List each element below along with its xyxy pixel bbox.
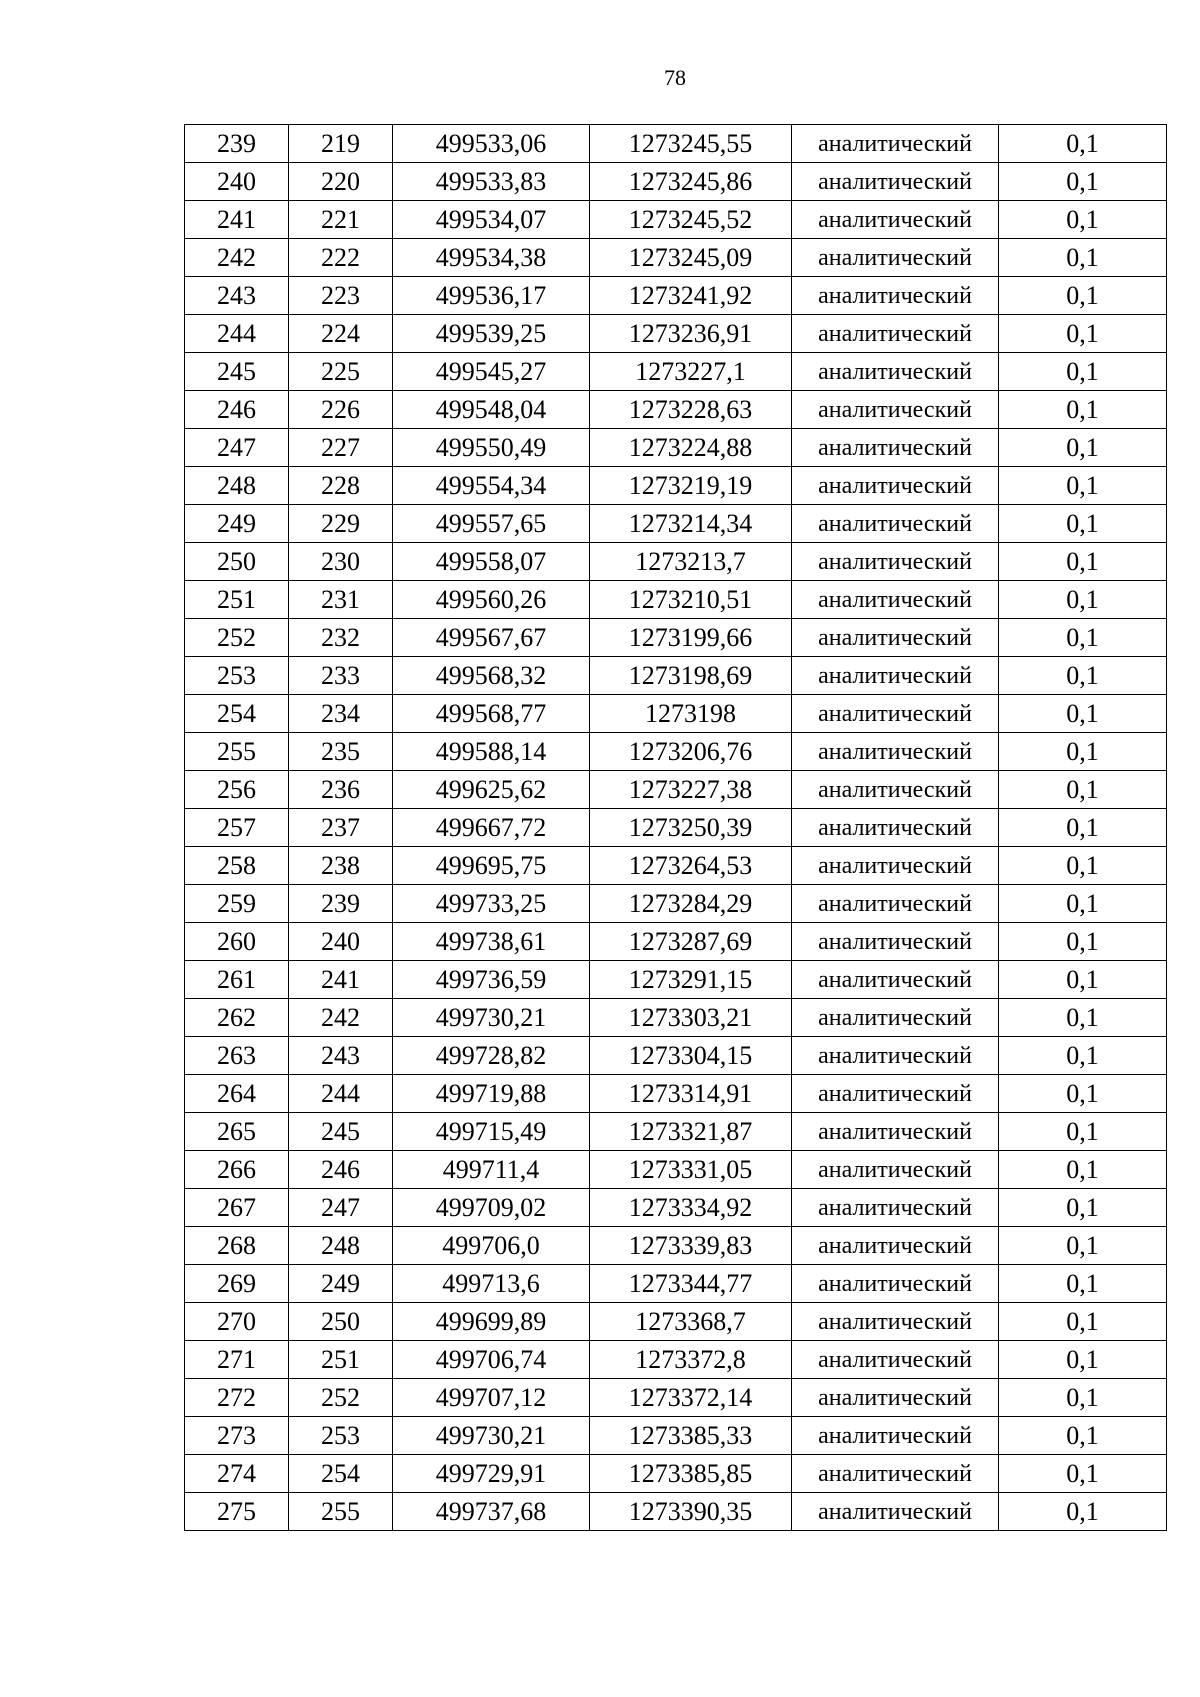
point-number-cell: 274 — [185, 1455, 289, 1493]
x-coordinate-cell: 499533,06 — [393, 125, 590, 163]
page-number: 78 — [664, 65, 686, 90]
method-cell: аналитический — [792, 1075, 999, 1113]
accuracy-cell: 0,1 — [999, 1417, 1167, 1455]
method-cell: аналитический — [792, 923, 999, 961]
method-cell: аналитический — [792, 885, 999, 923]
point-index-cell: 251 — [289, 1341, 393, 1379]
accuracy-cell: 0,1 — [999, 315, 1167, 353]
point-number-cell: 254 — [185, 695, 289, 733]
x-coordinate-cell: 499706,0 — [393, 1227, 590, 1265]
table-row — [185, 125, 1167, 163]
y-coordinate-cell: 1273314,91 — [590, 1075, 792, 1113]
method-cell: аналитический — [792, 619, 999, 657]
x-coordinate-cell: 499715,49 — [393, 1113, 590, 1151]
accuracy-cell: 0,1 — [999, 847, 1167, 885]
accuracy-cell: 0,1 — [999, 1113, 1167, 1151]
method-cell: аналитический — [792, 1417, 999, 1455]
y-coordinate-cell: 1273284,29 — [590, 885, 792, 923]
method-cell: аналитический — [792, 809, 999, 847]
point-number-cell: 263 — [185, 1037, 289, 1075]
point-number-cell: 247 — [185, 429, 289, 467]
coordinates-table-body — [185, 125, 1167, 1531]
point-index-cell: 233 — [289, 657, 393, 695]
point-index-cell: 222 — [289, 239, 393, 277]
accuracy-cell: 0,1 — [999, 1379, 1167, 1417]
x-coordinate-cell: 499568,77 — [393, 695, 590, 733]
x-coordinate-cell: 499558,07 — [393, 543, 590, 581]
point-number-cell: 246 — [185, 391, 289, 429]
accuracy-cell: 0,1 — [999, 1075, 1167, 1113]
table-row — [185, 771, 1167, 809]
point-index-cell: 220 — [289, 163, 393, 201]
point-number-cell: 241 — [185, 201, 289, 239]
accuracy-cell: 0,1 — [999, 239, 1167, 277]
y-coordinate-cell: 1273227,38 — [590, 771, 792, 809]
accuracy-cell: 0,1 — [999, 1341, 1167, 1379]
method-cell: аналитический — [792, 581, 999, 619]
y-coordinate-cell: 1273245,09 — [590, 239, 792, 277]
y-coordinate-cell: 1273303,21 — [590, 999, 792, 1037]
table-row — [185, 1455, 1167, 1493]
point-index-cell: 243 — [289, 1037, 393, 1075]
point-index-cell: 229 — [289, 505, 393, 543]
accuracy-cell: 0,1 — [999, 429, 1167, 467]
y-coordinate-cell: 1273372,8 — [590, 1341, 792, 1379]
y-coordinate-cell: 1273245,55 — [590, 125, 792, 163]
point-number-cell: 258 — [185, 847, 289, 885]
y-coordinate-cell: 1273304,15 — [590, 1037, 792, 1075]
point-index-cell: 219 — [289, 125, 393, 163]
table-row — [185, 315, 1167, 353]
point-index-cell: 253 — [289, 1417, 393, 1455]
x-coordinate-cell: 499567,67 — [393, 619, 590, 657]
y-coordinate-cell: 1273206,76 — [590, 733, 792, 771]
point-index-cell: 238 — [289, 847, 393, 885]
y-coordinate-cell: 1273224,88 — [590, 429, 792, 467]
y-coordinate-cell: 1273331,05 — [590, 1151, 792, 1189]
point-index-cell: 230 — [289, 543, 393, 581]
accuracy-cell: 0,1 — [999, 391, 1167, 429]
x-coordinate-cell: 499557,65 — [393, 505, 590, 543]
point-number-cell: 267 — [185, 1189, 289, 1227]
y-coordinate-cell: 1273291,15 — [590, 961, 792, 999]
method-cell: аналитический — [792, 771, 999, 809]
accuracy-cell: 0,1 — [999, 1151, 1167, 1189]
accuracy-cell: 0,1 — [999, 809, 1167, 847]
x-coordinate-cell: 499667,72 — [393, 809, 590, 847]
table-row — [185, 1151, 1167, 1189]
x-coordinate-cell: 499548,04 — [393, 391, 590, 429]
y-coordinate-cell: 1273372,14 — [590, 1379, 792, 1417]
point-number-cell: 257 — [185, 809, 289, 847]
method-cell: аналитический — [792, 125, 999, 163]
point-index-cell: 232 — [289, 619, 393, 657]
accuracy-cell: 0,1 — [999, 961, 1167, 999]
point-number-cell: 269 — [185, 1265, 289, 1303]
y-coordinate-cell: 1273390,35 — [590, 1493, 792, 1531]
point-index-cell: 248 — [289, 1227, 393, 1265]
method-cell: аналитический — [792, 429, 999, 467]
accuracy-cell: 0,1 — [999, 1303, 1167, 1341]
point-number-cell: 266 — [185, 1151, 289, 1189]
accuracy-cell: 0,1 — [999, 1493, 1167, 1531]
method-cell: аналитический — [792, 847, 999, 885]
method-cell: аналитический — [792, 1265, 999, 1303]
y-coordinate-cell: 1273287,69 — [590, 923, 792, 961]
x-coordinate-cell: 499588,14 — [393, 733, 590, 771]
table-row — [185, 391, 1167, 429]
accuracy-cell: 0,1 — [999, 695, 1167, 733]
accuracy-cell: 0,1 — [999, 1265, 1167, 1303]
accuracy-cell: 0,1 — [999, 923, 1167, 961]
method-cell: аналитический — [792, 239, 999, 277]
accuracy-cell: 0,1 — [999, 125, 1167, 163]
point-index-cell: 228 — [289, 467, 393, 505]
method-cell: аналитический — [792, 1493, 999, 1531]
point-index-cell: 231 — [289, 581, 393, 619]
x-coordinate-cell: 499736,59 — [393, 961, 590, 999]
x-coordinate-cell: 499539,25 — [393, 315, 590, 353]
table-row — [185, 163, 1167, 201]
x-coordinate-cell: 499737,68 — [393, 1493, 590, 1531]
method-cell: аналитический — [792, 1037, 999, 1075]
point-index-cell: 252 — [289, 1379, 393, 1417]
point-index-cell: 236 — [289, 771, 393, 809]
x-coordinate-cell: 499534,38 — [393, 239, 590, 277]
method-cell: аналитический — [792, 1303, 999, 1341]
method-cell: аналитический — [792, 505, 999, 543]
y-coordinate-cell: 1273245,86 — [590, 163, 792, 201]
point-index-cell: 227 — [289, 429, 393, 467]
y-coordinate-cell: 1273250,39 — [590, 809, 792, 847]
method-cell: аналитический — [792, 1455, 999, 1493]
point-number-cell: 260 — [185, 923, 289, 961]
accuracy-cell: 0,1 — [999, 771, 1167, 809]
point-number-cell: 259 — [185, 885, 289, 923]
y-coordinate-cell: 1273385,85 — [590, 1455, 792, 1493]
point-number-cell: 239 — [185, 125, 289, 163]
point-number-cell: 244 — [185, 315, 289, 353]
x-coordinate-cell: 499730,21 — [393, 999, 590, 1037]
accuracy-cell: 0,1 — [999, 619, 1167, 657]
point-number-cell: 255 — [185, 733, 289, 771]
y-coordinate-cell: 1273245,52 — [590, 201, 792, 239]
method-cell: аналитический — [792, 1113, 999, 1151]
x-coordinate-cell: 499560,26 — [393, 581, 590, 619]
table-row — [185, 847, 1167, 885]
x-coordinate-cell: 499554,34 — [393, 467, 590, 505]
accuracy-cell: 0,1 — [999, 657, 1167, 695]
point-index-cell: 237 — [289, 809, 393, 847]
accuracy-cell: 0,1 — [999, 1037, 1167, 1075]
x-coordinate-cell: 499536,17 — [393, 277, 590, 315]
table-row — [185, 1379, 1167, 1417]
y-coordinate-cell: 1273199,66 — [590, 619, 792, 657]
table-row — [185, 619, 1167, 657]
point-index-cell: 235 — [289, 733, 393, 771]
table-row — [185, 201, 1167, 239]
x-coordinate-cell: 499728,82 — [393, 1037, 590, 1075]
method-cell: аналитический — [792, 315, 999, 353]
method-cell: аналитический — [792, 163, 999, 201]
x-coordinate-cell: 499625,62 — [393, 771, 590, 809]
y-coordinate-cell: 1273198 — [590, 695, 792, 733]
point-number-cell: 240 — [185, 163, 289, 201]
point-number-cell: 268 — [185, 1227, 289, 1265]
point-index-cell: 255 — [289, 1493, 393, 1531]
method-cell: аналитический — [792, 999, 999, 1037]
x-coordinate-cell: 499550,49 — [393, 429, 590, 467]
table-row — [185, 505, 1167, 543]
table-row — [185, 1341, 1167, 1379]
table-row — [185, 657, 1167, 695]
y-coordinate-cell: 1273210,51 — [590, 581, 792, 619]
point-number-cell: 256 — [185, 771, 289, 809]
point-number-cell: 272 — [185, 1379, 289, 1417]
x-coordinate-cell: 499706,74 — [393, 1341, 590, 1379]
y-coordinate-cell: 1273228,63 — [590, 391, 792, 429]
accuracy-cell: 0,1 — [999, 201, 1167, 239]
method-cell: аналитический — [792, 1151, 999, 1189]
accuracy-cell: 0,1 — [999, 163, 1167, 201]
x-coordinate-cell: 499711,4 — [393, 1151, 590, 1189]
point-number-cell: 261 — [185, 961, 289, 999]
y-coordinate-cell: 1273344,77 — [590, 1265, 792, 1303]
point-index-cell: 250 — [289, 1303, 393, 1341]
method-cell: аналитический — [792, 277, 999, 315]
x-coordinate-cell: 499534,07 — [393, 201, 590, 239]
table-row — [185, 999, 1167, 1037]
table-row — [185, 1113, 1167, 1151]
method-cell: аналитический — [792, 1227, 999, 1265]
x-coordinate-cell: 499738,61 — [393, 923, 590, 961]
point-number-cell: 243 — [185, 277, 289, 315]
y-coordinate-cell: 1273385,33 — [590, 1417, 792, 1455]
y-coordinate-cell: 1273264,53 — [590, 847, 792, 885]
table-row — [185, 961, 1167, 999]
y-coordinate-cell: 1273213,7 — [590, 543, 792, 581]
point-index-cell: 246 — [289, 1151, 393, 1189]
point-number-cell: 245 — [185, 353, 289, 391]
coordinates-table — [184, 124, 1167, 1531]
point-index-cell: 234 — [289, 695, 393, 733]
x-coordinate-cell: 499568,32 — [393, 657, 590, 695]
accuracy-cell: 0,1 — [999, 467, 1167, 505]
accuracy-cell: 0,1 — [999, 1189, 1167, 1227]
y-coordinate-cell: 1273214,34 — [590, 505, 792, 543]
x-coordinate-cell: 499695,75 — [393, 847, 590, 885]
accuracy-cell: 0,1 — [999, 999, 1167, 1037]
method-cell: аналитический — [792, 961, 999, 999]
point-index-cell: 223 — [289, 277, 393, 315]
table-row — [185, 1303, 1167, 1341]
point-index-cell: 244 — [289, 1075, 393, 1113]
table-row — [185, 353, 1167, 391]
table-row — [185, 809, 1167, 847]
y-coordinate-cell: 1273236,91 — [590, 315, 792, 353]
point-index-cell: 254 — [289, 1455, 393, 1493]
y-coordinate-cell: 1273334,92 — [590, 1189, 792, 1227]
x-coordinate-cell: 499707,12 — [393, 1379, 590, 1417]
point-number-cell: 265 — [185, 1113, 289, 1151]
method-cell: аналитический — [792, 543, 999, 581]
point-index-cell: 221 — [289, 201, 393, 239]
table-row — [185, 1493, 1167, 1531]
x-coordinate-cell: 499713,6 — [393, 1265, 590, 1303]
point-index-cell: 239 — [289, 885, 393, 923]
method-cell: аналитический — [792, 657, 999, 695]
point-index-cell: 247 — [289, 1189, 393, 1227]
x-coordinate-cell: 499709,02 — [393, 1189, 590, 1227]
method-cell: аналитический — [792, 695, 999, 733]
point-number-cell: 251 — [185, 581, 289, 619]
table-row — [185, 1265, 1167, 1303]
point-number-cell: 250 — [185, 543, 289, 581]
table-row — [185, 1227, 1167, 1265]
table-row — [185, 581, 1167, 619]
point-number-cell: 271 — [185, 1341, 289, 1379]
point-number-cell: 253 — [185, 657, 289, 695]
table-row — [185, 885, 1167, 923]
y-coordinate-cell: 1273219,19 — [590, 467, 792, 505]
point-number-cell: 252 — [185, 619, 289, 657]
point-index-cell: 240 — [289, 923, 393, 961]
point-index-cell: 224 — [289, 315, 393, 353]
y-coordinate-cell: 1273321,87 — [590, 1113, 792, 1151]
point-index-cell: 241 — [289, 961, 393, 999]
accuracy-cell: 0,1 — [999, 733, 1167, 771]
point-number-cell: 262 — [185, 999, 289, 1037]
point-number-cell: 248 — [185, 467, 289, 505]
table-row — [185, 733, 1167, 771]
point-number-cell: 249 — [185, 505, 289, 543]
table-row — [185, 277, 1167, 315]
table-row — [185, 695, 1167, 733]
accuracy-cell: 0,1 — [999, 885, 1167, 923]
x-coordinate-cell: 499729,91 — [393, 1455, 590, 1493]
x-coordinate-cell: 499699,89 — [393, 1303, 590, 1341]
table-row — [185, 1075, 1167, 1113]
accuracy-cell: 0,1 — [999, 505, 1167, 543]
table-row — [185, 1417, 1167, 1455]
point-index-cell: 225 — [289, 353, 393, 391]
y-coordinate-cell: 1273227,1 — [590, 353, 792, 391]
method-cell: аналитический — [792, 201, 999, 239]
accuracy-cell: 0,1 — [999, 353, 1167, 391]
accuracy-cell: 0,1 — [999, 1455, 1167, 1493]
point-number-cell: 242 — [185, 239, 289, 277]
x-coordinate-cell: 499545,27 — [393, 353, 590, 391]
y-coordinate-cell: 1273198,69 — [590, 657, 792, 695]
x-coordinate-cell: 499719,88 — [393, 1075, 590, 1113]
point-number-cell: 270 — [185, 1303, 289, 1341]
method-cell: аналитический — [792, 1341, 999, 1379]
y-coordinate-cell: 1273241,92 — [590, 277, 792, 315]
point-index-cell: 226 — [289, 391, 393, 429]
x-coordinate-cell: 499533,83 — [393, 163, 590, 201]
method-cell: аналитический — [792, 733, 999, 771]
point-number-cell: 273 — [185, 1417, 289, 1455]
table-row — [185, 429, 1167, 467]
x-coordinate-cell: 499733,25 — [393, 885, 590, 923]
point-index-cell: 245 — [289, 1113, 393, 1151]
method-cell: аналитический — [792, 467, 999, 505]
point-index-cell: 242 — [289, 999, 393, 1037]
point-number-cell: 264 — [185, 1075, 289, 1113]
y-coordinate-cell: 1273339,83 — [590, 1227, 792, 1265]
accuracy-cell: 0,1 — [999, 581, 1167, 619]
table-row — [185, 543, 1167, 581]
table-row — [185, 1037, 1167, 1075]
method-cell: аналитический — [792, 1189, 999, 1227]
method-cell: аналитический — [792, 353, 999, 391]
table-row — [185, 467, 1167, 505]
accuracy-cell: 0,1 — [999, 543, 1167, 581]
accuracy-cell: 0,1 — [999, 1227, 1167, 1265]
table-row — [185, 239, 1167, 277]
method-cell: аналитический — [792, 1379, 999, 1417]
point-index-cell: 249 — [289, 1265, 393, 1303]
table-row — [185, 1189, 1167, 1227]
y-coordinate-cell: 1273368,7 — [590, 1303, 792, 1341]
point-number-cell: 275 — [185, 1493, 289, 1531]
accuracy-cell: 0,1 — [999, 277, 1167, 315]
method-cell: аналитический — [792, 391, 999, 429]
table-row — [185, 923, 1167, 961]
x-coordinate-cell: 499730,21 — [393, 1417, 590, 1455]
